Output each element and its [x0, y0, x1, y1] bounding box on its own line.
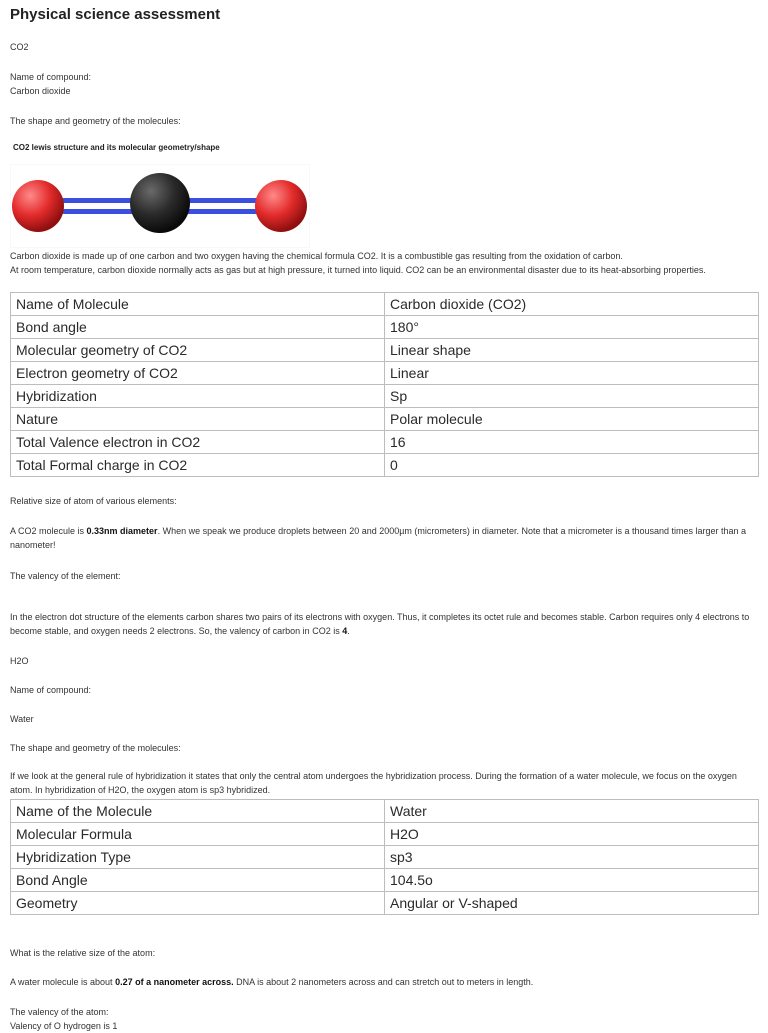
h2o-valency-cut-text: Valency of O hydrogen is 1	[10, 1021, 118, 1031]
co2-properties-table	[10, 292, 759, 477]
h2o-size-text-b: DNA is about 2 nanometers across and can stretch out to meters in length.	[233, 977, 534, 987]
co2-shape-label: The shape and geometry of the molecules:	[10, 116, 181, 126]
co2-valency-text	[10, 610, 758, 638]
table-cell: H2O	[385, 823, 759, 846]
oxygen-atom-right	[255, 180, 307, 232]
table-row	[11, 846, 759, 869]
table-cell: Polar molecule	[385, 408, 759, 431]
table-cell: Carbon dioxide (CO2)	[385, 293, 759, 316]
co2-size-text-a: A CO2 molecule is	[10, 526, 87, 536]
table-row	[11, 869, 759, 892]
table-cell: Hybridization	[11, 385, 385, 408]
co2-description-line2: At room temperature, carbon dioxide normally acts as gas but at high pressure, it turned into liquid. CO2 can be an environmental disaster due to its heat-absorbing properties.	[10, 265, 706, 275]
table-row	[11, 408, 759, 431]
table-cell: Name of the Molecule	[11, 800, 385, 823]
co2-valency-text-a: In the electron dot structure of the elements carbon shares two pairs of its electrons with oxygen. Thus, it completes its octet rule and becomes stable. Carbon requires only 4 electrons to become stable, and oxygen needs 2 electrons. So, the valency of carbon in CO2 is	[10, 612, 750, 636]
h2o-valency-label: The valency of the atom:	[10, 1007, 109, 1017]
table-row	[11, 316, 759, 339]
table-cell: Geometry	[11, 892, 385, 915]
table-cell: Molecular geometry of CO2	[11, 339, 385, 362]
table-row	[11, 293, 759, 316]
co2-description-line1: Carbon dioxide is made up of one carbon and two oxygen having the chemical formula CO2. It is a combustible gas resulting from the oxidation of carbon.	[10, 251, 623, 261]
h2o-size-label: What is the relative size of the atom:	[10, 948, 156, 958]
co2-figure-caption: CO2 lewis structure and its molecular geometry/shape	[13, 143, 220, 152]
co2-valency-text-b: .	[347, 626, 350, 636]
h2o-properties-table	[10, 799, 759, 915]
page-title: Physical science assessment	[10, 6, 221, 23]
co2-size-text	[10, 524, 758, 552]
co2-size-text-b: . When we speak we produce droplets between 20 and 2000µm (micrometers) in diameter. Note that a micrometer is a thousand times larger than a nanometer!	[10, 526, 747, 550]
table-row	[11, 431, 759, 454]
table-cell: Total Valence electron in CO2	[11, 431, 385, 454]
h2o-description: If we look at the general rule of hybridization it states that only the central atom undergoes the hybridization process. During the formation of a water molecule, we focus on the oxygen atom. In hybridization of H2O, the oxygen atom is sp3 hybridized.	[10, 771, 737, 795]
table-cell: 16	[385, 431, 759, 454]
table-cell: Total Formal charge in CO2	[11, 454, 385, 477]
co2-valency-label: The valency of the element:	[10, 571, 121, 581]
co2-valency-text-bold: 4	[342, 626, 348, 636]
h2o-size-text	[10, 975, 533, 989]
table-cell: Linear	[385, 362, 759, 385]
table-cell: Molecular Formula	[11, 823, 385, 846]
table-row	[11, 454, 759, 477]
table-cell: Bond angle	[11, 316, 385, 339]
h2o-name-value: Water	[10, 714, 34, 724]
co2-molecule-image	[10, 164, 310, 248]
co2-name-value: Carbon dioxide	[10, 86, 71, 96]
table-cell: Electron geometry of CO2	[11, 362, 385, 385]
h2o-shape-label: The shape and geometry of the molecules:	[10, 743, 181, 753]
carbon-atom	[130, 173, 190, 233]
table-cell: sp3	[385, 846, 759, 869]
co2-name-label: Name of compound:	[10, 72, 92, 82]
table-cell: Nature	[11, 408, 385, 431]
h2o-name-label: Name of compound:	[10, 685, 92, 695]
table-cell: Water	[385, 800, 759, 823]
co2-molecule-svg	[10, 164, 310, 248]
h2o-heading: H2O	[10, 656, 29, 666]
co2-heading: CO2	[10, 42, 29, 52]
table-row	[11, 385, 759, 408]
table-row	[11, 362, 759, 385]
table-cell: Name of Molecule	[11, 293, 385, 316]
oxygen-atom-left	[12, 180, 64, 232]
h2o-size-text-a: A water molecule is about	[10, 977, 116, 987]
table-cell: Bond Angle	[11, 869, 385, 892]
table-row	[11, 800, 759, 823]
h2o-size-text-bold: 0.27 of a nanometer across.	[115, 977, 234, 987]
table-cell: Sp	[385, 385, 759, 408]
table-cell: 180°	[385, 316, 759, 339]
table-row	[11, 892, 759, 915]
co2-size-text-bold: 0.33nm diameter	[86, 526, 158, 536]
table-cell: Linear shape	[385, 339, 759, 362]
table-row	[11, 823, 759, 846]
table-cell: 104.5o	[385, 869, 759, 892]
table-cell: Angular or V-shaped	[385, 892, 759, 915]
table-cell: Hybridization Type	[11, 846, 385, 869]
table-row	[11, 339, 759, 362]
table-cell: 0	[385, 454, 759, 477]
co2-size-label: Relative size of atom of various elements:	[10, 496, 177, 506]
